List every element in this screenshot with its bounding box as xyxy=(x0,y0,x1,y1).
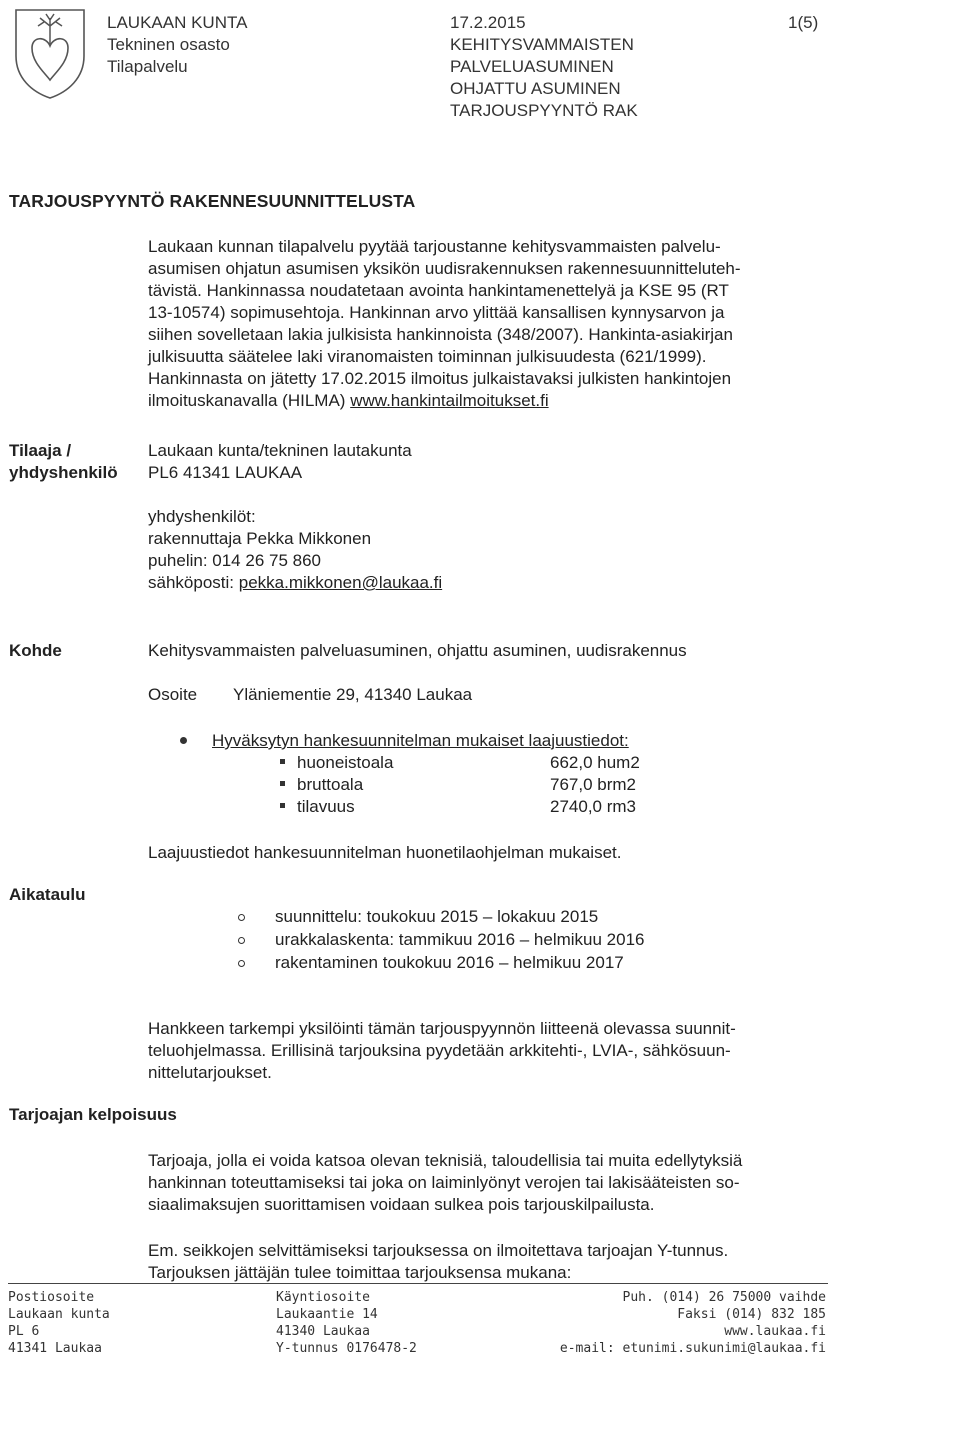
intro-line: siihen sovelletaan lakia julkisista hankinnoista (348/2007). Hankinta-asiakirjan xyxy=(148,325,733,344)
intro-line: tävistä. Hankinnassa noudatetaan avointa hankintamenettelyä ja KSE 95 (RT xyxy=(148,281,729,300)
doc-date: 17.2.2015 xyxy=(450,13,526,32)
footer-fax: Faksi (014) 832 185 xyxy=(677,1307,826,1322)
intro-last-text: ilmoituskanavalla (HILMA) xyxy=(148,391,351,410)
scope-heading: Hyväksytyn hankesuunnitelman mukaiset laajuustiedot: xyxy=(212,731,629,750)
municipality-crest-logo xyxy=(10,6,90,100)
contact-block xyxy=(148,506,442,594)
contact-line: rakennuttaja Pekka Mikkonen xyxy=(148,529,372,548)
doc-subject-line: KEHITYSVAMMAISTEN xyxy=(450,35,634,54)
kelpoisuus-requirements xyxy=(148,1240,728,1284)
footer-line: Laukaantie 14 xyxy=(276,1307,378,1322)
intro-line xyxy=(148,390,741,412)
scope-item-name: tilavuus xyxy=(297,797,355,816)
kelpoisuus-line: hankinnan toteuttamiseksi tai joka on laiminlyönyt verojen tai lakisääteisten so- xyxy=(148,1173,740,1192)
requirement-line: Em. seikkojen selvittämiseksi tarjouksessa on ilmoitettava tarjoajan Y-tunnus. xyxy=(148,1241,729,1260)
contact-line: puhelin: 014 26 75 860 xyxy=(148,551,321,570)
detail-line: nittelutarjoukset. xyxy=(148,1063,272,1082)
footer-line: Y-tunnus 0176478-2 xyxy=(276,1341,417,1356)
scope-note: Laajuustiedot hankesuunnitelman huonetilaohjelman mukaiset. xyxy=(148,843,622,862)
email-link[interactable]: pekka.mikkonen@laukaa.fi xyxy=(238,573,443,592)
org-name: LAUKAAN KUNTA xyxy=(107,13,248,32)
requirement-line: Tarjouksen jättäjän tulee toimittaa tarjouksensa mukana: xyxy=(148,1263,572,1282)
intro-line: asumisen ohjatun asumisen yksikön uudisrakennuksen rakennesuunnitteluteh- xyxy=(148,259,741,278)
contact-line: yhdyshenkilöt: xyxy=(148,507,256,526)
footer-postal-address xyxy=(8,1289,110,1357)
document-title: TARJOUSPYYNTÖ RAKENNESUUNNITTELUSTA xyxy=(9,191,416,211)
intro-line: Laukaan kunnan tilapalvelu pyytää tarjoustanne kehitysvammaisten palvelu- xyxy=(148,237,721,256)
scope-item-value: 767,0 brm2 xyxy=(550,775,636,794)
scope-item-name: bruttoala xyxy=(297,775,364,794)
tilaaja-label-line: yhdyshenkilö xyxy=(9,463,118,482)
doc-subject-line: PALVELUASUMINEN xyxy=(450,57,614,76)
aikataulu-label: Aikataulu xyxy=(9,885,86,904)
footer-contact-info xyxy=(560,1289,826,1357)
detail-line: teluohjelmassa. Erillisinä tarjouksina pyydetään arkkitehti-, LVIA-, sähkösuun- xyxy=(148,1041,731,1060)
project-detail-paragraph xyxy=(148,1018,736,1084)
kelpoisuus-line: siaalimaksujen suorittamisen voidaan sulkea pois tarjouskilpailusta. xyxy=(148,1195,655,1214)
footer-line: 41340 Laukaa xyxy=(276,1324,370,1339)
kelpoisuus-label: Tarjoajan kelpoisuus xyxy=(9,1105,177,1124)
schedule-text: urakkalaskenta: tammikuu 2016 – helmikuu 2016 xyxy=(275,930,645,949)
kohde-label: Kohde xyxy=(9,641,62,660)
footer-line: Käyntiosoite xyxy=(276,1290,370,1305)
detail-line: Hankkeen tarkempi yksilöinti tämän tarjouspyynnön liitteenä olevassa suunnit- xyxy=(148,1019,736,1038)
kelpoisuus-line: Tarjoaja, jolla ei voida katsoa olevan teknisiä, taloudellisia tai muita edellytyksiä xyxy=(148,1151,743,1170)
footer-website-link[interactable]: www.laukaa.fi xyxy=(724,1324,826,1339)
org-department: Tekninen osasto xyxy=(107,35,230,54)
scope-item-value: 662,0 hum2 xyxy=(550,753,640,772)
footer-email: e-mail: etunimi.sukunimi@laukaa.fi xyxy=(559,1341,826,1356)
page-number: 1(5) xyxy=(788,13,819,32)
tilaaja-org-line: Laukaan kunta/tekninen lautakunta xyxy=(148,441,412,460)
footer-phone: Puh. (014) 26 75000 vaihde xyxy=(622,1290,826,1305)
square-bullet-icon xyxy=(280,803,285,808)
scope-item xyxy=(280,774,700,796)
bullet-dot-icon xyxy=(180,737,187,744)
tilaaja-organization xyxy=(148,440,412,484)
schedule-text: suunnittelu: toukokuu 2015 – lokakuu 2015 xyxy=(275,907,599,926)
tilaaja-label xyxy=(9,440,118,484)
footer-visit-address xyxy=(276,1289,417,1357)
hollow-bullet-icon xyxy=(238,960,245,967)
square-bullet-icon xyxy=(280,759,285,764)
schedule-item xyxy=(238,906,645,929)
square-bullet-icon xyxy=(280,781,285,786)
schedule-list xyxy=(238,906,645,975)
address-label: Osoite xyxy=(148,685,198,704)
hollow-bullet-icon xyxy=(238,914,245,921)
intro-line: julkisuutta säätelee laki viranomaisten toiminnan julkisuudesta (621/1999). xyxy=(148,347,707,366)
footer-line: Postiosoite xyxy=(8,1290,95,1305)
header-organization xyxy=(107,12,247,78)
tilaaja-org-line: PL6 41341 LAUKAA xyxy=(148,463,303,482)
schedule-item xyxy=(238,929,645,952)
header-document-info xyxy=(450,12,638,122)
intro-line: Hankinnasta on jätetty 17.02.2015 ilmoitus julkaistavaksi julkisten hankintojen xyxy=(148,369,732,388)
email-prefix: sähköposti: xyxy=(148,573,239,592)
contact-email-line xyxy=(148,572,442,594)
scope-item xyxy=(280,796,700,818)
scope-item xyxy=(280,752,700,774)
schedule-item xyxy=(238,952,645,975)
schedule-text: rakentaminen toukokuu 2016 – helmikuu 2017 xyxy=(275,953,624,972)
footer-line: PL 6 xyxy=(8,1324,40,1339)
address-value: Yläniementie 29, 41340 Laukaa xyxy=(233,685,473,704)
kohde-description: Kehitysvammaisten palveluasuminen, ohjattu asuminen, uudisrakennus xyxy=(148,641,687,660)
tilaaja-label-line: Tilaaja / xyxy=(9,441,72,460)
doc-subject-line: OHJATTU ASUMINEN xyxy=(450,79,621,98)
footer-divider xyxy=(8,1283,828,1284)
scope-item-value: 2740,0 rm3 xyxy=(550,797,636,816)
footer-line: Laukaan kunta xyxy=(8,1307,110,1322)
scope-item-name: huoneistoala xyxy=(297,753,394,772)
hilma-link[interactable]: www.hankintailmoitukset.fi xyxy=(350,391,549,410)
kelpoisuus-paragraph xyxy=(148,1150,742,1216)
footer-line: 41341 Laukaa xyxy=(8,1341,102,1356)
hollow-bullet-icon xyxy=(238,937,245,944)
org-unit: Tilapalvelu xyxy=(107,57,188,76)
doc-subject-line: TARJOUSPYYNTÖ RAK xyxy=(450,101,638,120)
intro-line: 13-10574) sopimusehtoja. Hankinnan arvo ylittää kansallisen kynnysarvon ja xyxy=(148,303,725,322)
intro-paragraph xyxy=(148,236,741,412)
scope-list xyxy=(280,752,700,818)
